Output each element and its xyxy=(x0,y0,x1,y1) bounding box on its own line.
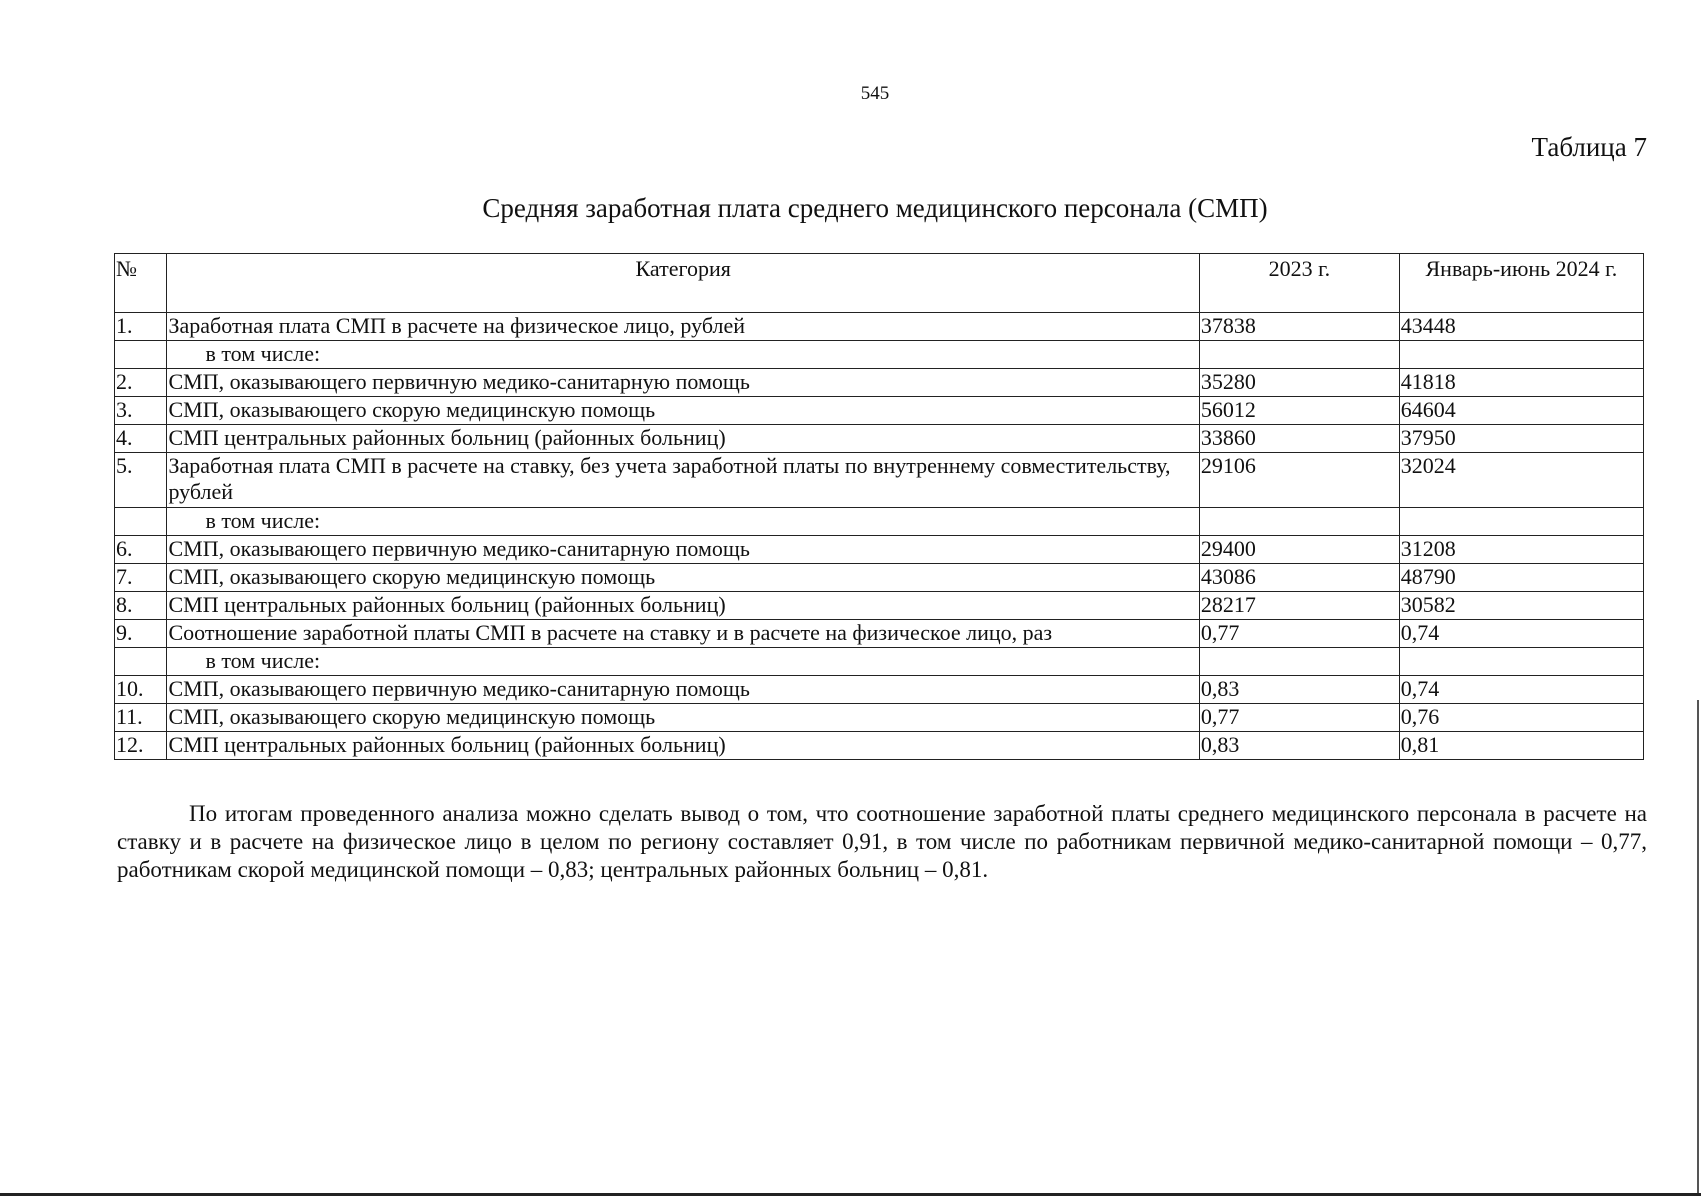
table-row xyxy=(115,648,1644,676)
row-num: 1. xyxy=(115,313,167,341)
table-row xyxy=(115,425,1644,453)
page-number: 545 xyxy=(860,83,890,104)
table-row xyxy=(115,341,1644,369)
row-value-2023: 0,83 xyxy=(1199,732,1399,760)
table-row xyxy=(115,732,1644,760)
row-value-2024: 32024 xyxy=(1399,453,1643,508)
table-row xyxy=(115,508,1644,536)
table-row xyxy=(115,704,1644,732)
table-row xyxy=(115,564,1644,592)
row-value-2024: 48790 xyxy=(1399,564,1643,592)
row-num: 9. xyxy=(115,620,167,648)
row-value-2023: 56012 xyxy=(1199,397,1399,425)
table-row xyxy=(115,313,1644,341)
row-value-2023 xyxy=(1199,341,1399,369)
row-category: в том числе: xyxy=(167,341,1199,369)
row-num: 3. xyxy=(115,397,167,425)
table-row xyxy=(115,536,1644,564)
row-num: 4. xyxy=(115,425,167,453)
row-category: СМП, оказывающего первичную медико-санитарную помощь xyxy=(167,536,1199,564)
row-category: в том числе: xyxy=(167,508,1199,536)
row-category: СМП, оказывающего скорую медицинскую помощь xyxy=(167,564,1199,592)
row-category: СМП, оказывающего скорую медицинскую помощь xyxy=(167,704,1199,732)
table-row xyxy=(115,676,1644,704)
header-2024: Январь-июнь 2024 г. xyxy=(1399,254,1643,313)
row-num: 8. xyxy=(115,592,167,620)
scan-edge-bottom xyxy=(0,1193,1701,1196)
row-value-2024: 0,74 xyxy=(1399,676,1643,704)
row-value-2024: 43448 xyxy=(1399,313,1643,341)
row-category: СМП, оказывающего первичную медико-санитарную помощь xyxy=(167,676,1199,704)
row-category: Соотношение заработной платы СМП в расчете на ставку и в расчете на физическое лицо, раз xyxy=(167,620,1199,648)
row-value-2023 xyxy=(1199,648,1399,676)
row-category: СМП центральных районных больниц (районных больниц) xyxy=(167,425,1199,453)
row-num: 10. xyxy=(115,676,167,704)
header-2023: 2023 г. xyxy=(1199,254,1399,313)
row-value-2023: 33860 xyxy=(1199,425,1399,453)
row-num xyxy=(115,508,167,536)
row-value-2024: 41818 xyxy=(1399,369,1643,397)
table-row xyxy=(115,369,1644,397)
row-value-2024: 31208 xyxy=(1399,536,1643,564)
row-num: 2. xyxy=(115,369,167,397)
row-value-2023: 29106 xyxy=(1199,453,1399,508)
scan-edge-right xyxy=(1697,700,1699,1195)
salary-table xyxy=(114,253,1644,760)
row-num: 6. xyxy=(115,536,167,564)
table-row xyxy=(115,453,1644,508)
row-value-2024: 30582 xyxy=(1399,592,1643,620)
row-value-2023: 0,83 xyxy=(1199,676,1399,704)
row-value-2024: 64604 xyxy=(1399,397,1643,425)
row-category: в том числе: xyxy=(167,648,1199,676)
row-value-2023: 35280 xyxy=(1199,369,1399,397)
row-value-2024 xyxy=(1399,508,1643,536)
row-num: 12. xyxy=(115,732,167,760)
row-value-2023: 0,77 xyxy=(1199,704,1399,732)
row-num: 11. xyxy=(115,704,167,732)
row-value-2023: 37838 xyxy=(1199,313,1399,341)
row-value-2024: 0,74 xyxy=(1399,620,1643,648)
header-category: Категория xyxy=(167,254,1199,313)
row-value-2023 xyxy=(1199,508,1399,536)
table-row xyxy=(115,592,1644,620)
row-value-2023: 28217 xyxy=(1199,592,1399,620)
row-category: СМП центральных районных больниц (районных больниц) xyxy=(167,592,1199,620)
row-category: Заработная плата СМП в расчете на физическое лицо, рублей xyxy=(167,313,1199,341)
row-value-2024: 37950 xyxy=(1399,425,1643,453)
summary-paragraph: По итогам проведенного анализа можно сделать вывод о том, что соотношение заработной платы среднего медицинского персонала в расчете на ставку и в расчете на физическое лицо в целом по региону составляет 0,91, в том числе по работникам первичной медико-санитарной помощи – 0,77, работникам скорой медицинской помощи – 0,83; центральных районных больниц – 0,81. xyxy=(117,801,1647,882)
table-row xyxy=(115,397,1644,425)
row-value-2024: 0,81 xyxy=(1399,732,1643,760)
row-num: 5. xyxy=(115,453,167,508)
row-category: СМП, оказывающего первичную медико-санитарную помощь xyxy=(167,369,1199,397)
row-value-2023: 43086 xyxy=(1199,564,1399,592)
row-category: СМП центральных районных больниц (районных больниц) xyxy=(167,732,1199,760)
row-value-2024 xyxy=(1399,341,1643,369)
row-value-2024 xyxy=(1399,648,1643,676)
header-num: № xyxy=(115,254,167,313)
row-num xyxy=(115,648,167,676)
row-category: СМП, оказывающего скорую медицинскую помощь xyxy=(167,397,1199,425)
row-num: 7. xyxy=(115,564,167,592)
row-value-2023: 29400 xyxy=(1199,536,1399,564)
document-title: Средняя заработная плата среднего медицинского персонала (СМП) xyxy=(482,193,1268,223)
row-num xyxy=(115,341,167,369)
row-category: Заработная плата СМП в расчете на ставку, без учета заработной платы по внутреннему совместительству, рублей xyxy=(167,453,1199,508)
row-value-2024: 0,76 xyxy=(1399,704,1643,732)
table-header-row xyxy=(115,254,1644,313)
table-label: Таблица 7 xyxy=(1531,132,1647,162)
row-value-2023: 0,77 xyxy=(1199,620,1399,648)
table-row xyxy=(115,620,1644,648)
